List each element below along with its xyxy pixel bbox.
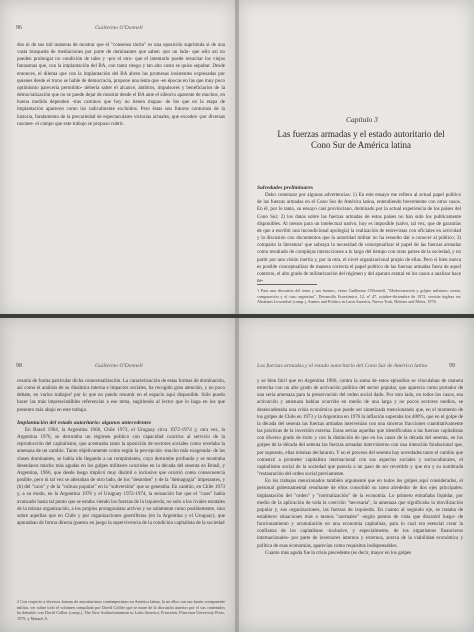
footnote: 2 Con respecto a diversos formas de autoritarismo contemporáneo en América latina, la no ellos con tan fuerte componente militar, ver sobre todo el volumen compilado por David Collier que se nutre de la discusión anterior por el sus contenidos ha debatido con David Collier (comp.), The New Authoritarianism in Latin America, Princeton, Princeton University Press, 1979, y Manuel A. (17, 599, 225, 621)
paragraph: y se bien fácil que en Argentina 1966, contra la suma de estos episodios se vinculaban de manera estrecha con un alto grado de activación política del sector popular, que aparecía como portador de una seria amenaza para la preservación del orden social dado. Por otro lado, en todos los casos, esa activación y amenaza habían ocurrido en medio de una larga y no pocos sectores medios, se desencadenaba una crisis económica que puede ser sintetizada mencionando que, en el momento de los golpes de Chile en 1973 y la Argentina en 1976 la inflación superaba los 400%, que en el golpe de la década del sesenta las fuerzas armadas intervenían con una sinceras fracciones cuantitativamente las prácticas de la inversión externa. Estas serían aquellas que identificaban a las fuerzas capitalistas con diverso grado de éxito y con la distinción de que en los casos de la década del sesenta, en los golpes de la década del setenta las fuerzas armadas intervinieron con una intención fundacional que, por supuesto, ellas mismas declararon. Y en el proceso del sesenta hay novedades tanto el cambio que comenzó a prometer capitalista internacional con sus aspectos sociales y socioculturales, el capitalismo social de la sociedad que parecía a un paso de ser revertido y que era y su nombrada "restauración del orden social previamente. (257, 378, 463, 478)
book-page-96 (0, 0, 237, 316)
paragraph: Debo comenzar por algunas advertencias: 1) En este ensayo me refiero al actual papel político de las fuerzas armadas en el Cono Sur de América latina, entendiendo brevemente con otros casos. En él, por lo tanto, su ensayo casi provinciano, dominado por la actual experiencia de los países del Cono Sur; 2) los datos sobre las fuerzas armadas de estos países no han sido los publicamente disponibles. Al menos para un intelectual nativo, hoy es imposible (salvo, tal vez, que de garantías de que a escribir una incondicional apología) la realización de entrevistas con oficiales en actividad y la discusión con documentos que la autoridad militar no ha resuelto dar a conocer al público; 3) comparto la literatura¹ que subraya la necesidad de conceptualizar el papel de las fuerzas armadas como resultado de complejas interacciones a lo largo del tiempo con otras partes de la sociedad, y no partir por una visión inertia y, por la otra, el nivel organizacional propio de ellas. Pero si bien nunca es posible conceptualizar de manera correcta el papel político de las fuerzas armadas fuera de aquel contexto, el alto grado de militarización del régimen y del aparato estatal en los casos a analizar hace ne- (257, 192, 461, 285)
body-text (17, 378, 225, 527)
body-text (257, 378, 463, 557)
running-head: Guillermo O'Donnell (95, 363, 143, 369)
footnote-rule (257, 284, 317, 285)
chapter-label: Capítulo 3 (346, 115, 378, 124)
book-page-99 (237, 316, 474, 632)
scan-divider (0, 314, 474, 318)
page-number: 99 (449, 363, 455, 369)
running-head: Las fuerzas armadas y el estado autoritario del Cono Sur de América latina (257, 363, 428, 369)
paragraph: dos ni de sus mil maneras de mostrar que el "consenso tácito" es una oposición suprimida si de una vasta búsqueda de mediaciones por parte de dominantes que saben -por un lado- que sólo así no pueden prolongar no condición de tales y -por el otro- que el intentarlo puede resucitar los viejos fantasmas que, con la implantación del BA, con tanto riesgo y tan alto costo se quiso sepultar. Desde entonces, el dilema que con la implantación del BA abren las promesas insistentes expresadas por quienes desde el trono se hable de democracia, propone una lenta que -en épocas en las que muy poco optimismo parecería permitido- debería saber el alcance, ámbitos, impulsores y beneficiarios de la democratización que no se puede dejar de mostrar desde el BA ante el silencio aparente de muchos, en buena medida dependen -tras caminos que hoy no tienen mapas- de los que en la etapa de implantación aparecen como los radicalmente excluidos. Pero éstas son futuros contornos de la historia, fundamento de la precariedad de espectaculares victorias actuales, que exceden -por diversas razones- el campo que este trabajo se propuso cubrir. (17, 42, 225, 127)
paragraph: cesaria de forma particular dicha contextualización. La caracterización de estas formas de dominación, así como el análisis de su dinámica interna e impactos sociales, ha recogido gran atención, y no poco debate, en varios trabajos¹ por lo que no puedo resumir en el espacio aquí disponible. Sólo puedo hacer las más imprescindibles referencias a ese tema, sugiriendo al lector que lo haga en los que presento más abajo en este trabajo. (17, 378, 225, 413)
section-heading: Salvedades preliminares (257, 185, 314, 191)
book-page-chapter-3 (237, 0, 474, 316)
paragraph: En los trabajos mencionados también argumenté que en todos los golpes aquí considerados, el personal gubernamental resultante de ellos consolidó su tarea alrededor de dos ejes principales: implantación del "orden" y "normalización" de la economía. Lo primero entrañaba liquidar, por medio de la aplicación de toda la coerción "necesaria", la amenaza que significaba la movilización popular y, sus organizaciones, las fuerzas de izquierda. En cuanto al segundo eje, se trataba de establecer situaciones más o menos "normales" -según puntos de vista que discutiré luego- de funcionamiento y acumulación en una economía capitalista, para lo cual era esencial crear la confianza de los capitalistas -inclusive, y especialmente, de los organismos financieros internacionales- por parte de inversores internos y externos, acerca de la viabilidad económica y política de esas economías, aparecían como requisitos indispensables. (257, 478, 463, 549)
section-heading: Implantación del estado autoritario: algunos antecedentes (17, 419, 152, 426)
body-text (17, 42, 225, 128)
chapter-title: Las fuerzas armadas y el estado autoritario del Cono Sur de América latina (277, 129, 445, 150)
page-number: 98 (16, 363, 22, 369)
paragraph: Cuanto más aguda fue la crisis precedente (es decir, mayor en los golpes (265, 549, 412, 556)
body-text (257, 185, 461, 285)
book-page-98 (0, 316, 237, 632)
paragraph: En Brasil 1964, la Argentina 1966, Chile 1973, el Uruguay circa 1972-1974 y, otra vez, la Argentina 1976, se derrumba un régimen político con capacidad coactiva al servicio de la reproducción del capitalismo, que acentuaba tanto la oposición de sectores sociales como revelaba la amenaza de un cambio. Tanto objetivamente como según la percepción -mucho más exagerada- de las clases dominantes, se había ido llegando a un rompimiento, cuyo derrumbe profundo y se mostraba desenlaces mucho más agudas en los golpes militares ocurridos en la década del sesenta en Brasil, y Argentina, 1966, que desde luego implicó muy disímil e inclusive que ocurrió como consecuencia posible, pero ni tal vez se alteraban de otro lado, de los "desorden" y de la "demagogia" imperantes, y (b) del "caos" y de la "cultura popular" en la "subversión" que se generaba. En cambio, en Chile 1973 y, a su modo, en la Argentina 1976 y el Uruguay 1972-1974, la sensación fue que el "caos" había avanzado hasta tal punto que se estaba viendo los fuerzas de la izquierda, no solo a los rivales estatales de la misma organización, a los propios protagonistas activos y no solamente como posiblemente, sino sobre aquellas que en Chile y por organizaciones guerrilleras (en la Argentina y el Uruguay), que apuntaban de forma directa (puesto en juego la supervivencia de la condición capitalista de la sociedad (17, 426, 225, 526)
running-head: Guillermo O'Donnell (95, 25, 143, 31)
footnote: 1 Para una discusión del tema y sus fuentes, véase Guillermo O'Donnell, "Modernización y golpes militares: teoría, comparación y el caso argentino", Desarrollo Económico, 12, nº 47, octubre-diciembre de 1972, versión inglesa en: Abraham Lowenthal (comp.), Armies and Politics in Latin America, Nueva York, Holmes and Meier, 1976. (257, 288, 461, 305)
page-number: 96 (16, 25, 22, 31)
